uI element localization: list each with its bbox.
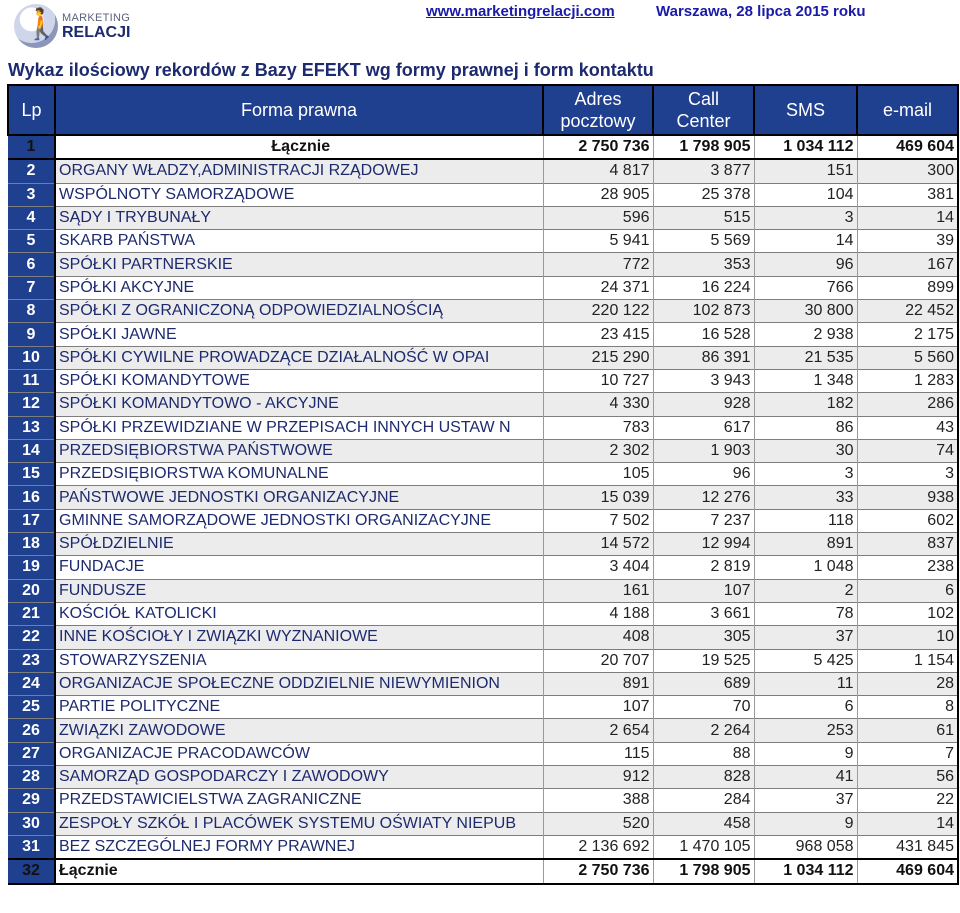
table-row [8,649,958,672]
cell-email: 28 [857,672,958,695]
column-header-forma-prawna: Forma prawna [55,85,543,135]
cell-sms: 968 058 [754,835,857,859]
cell-call-center: 19 525 [653,649,754,672]
cell-sms: 37 [754,789,857,812]
table-row [8,835,958,859]
cell-sms: 1 048 [754,556,857,579]
cell-adres-pocztowy: 912 [543,766,653,789]
table-row [8,300,958,323]
cell-adres-pocztowy: 520 [543,812,653,835]
cell-adres-pocztowy: 2 302 [543,439,653,462]
cell-adres-pocztowy: 4 817 [543,159,653,183]
table-body [8,135,958,884]
cell-lp: 1 [8,135,55,159]
cell-email: 286 [857,393,958,416]
table-row [8,439,958,462]
table-header-row [8,85,958,135]
cell-email: 3 [857,463,958,486]
cell-email: 14 [857,812,958,835]
table-row [8,183,958,206]
cell-adres-pocztowy: 772 [543,253,653,276]
cell-call-center: 353 [653,253,754,276]
cell-forma-prawna: SPÓŁKI CYWILNE PROWADZĄCE DZIAŁALNOŚĆ W OPAI [55,346,543,369]
cell-forma-prawna: PRZEDSIĘBIORSTWA KOMUNALNE [55,463,543,486]
table-row [8,486,958,509]
cell-adres-pocztowy: 2 750 736 [543,859,653,883]
cell-call-center: 1 903 [653,439,754,462]
cell-adres-pocztowy: 408 [543,626,653,649]
cell-lp: 18 [8,533,55,556]
cell-email: 469 604 [857,135,958,159]
cell-call-center: 1 798 905 [653,859,754,883]
column-header-email: e-mail [857,85,958,135]
cell-forma-prawna: Łącznie [55,135,543,159]
cell-forma-prawna: WSPÓLNOTY SAMORZĄDOWE [55,183,543,206]
cell-adres-pocztowy: 2 750 736 [543,135,653,159]
cell-forma-prawna: STOWARZYSZENIA [55,649,543,672]
cell-call-center: 12 276 [653,486,754,509]
cell-lp: 19 [8,556,55,579]
column-header-sms: SMS [754,85,857,135]
cell-lp: 30 [8,812,55,835]
cell-call-center: 928 [653,393,754,416]
logo-line1: MARKETING [62,12,131,24]
document-date: Warszawa, 28 lipca 2015 roku [656,3,866,20]
table-row [8,253,958,276]
cell-sms: 14 [754,230,857,253]
table-row [8,672,958,695]
cell-call-center: 3 877 [653,159,754,183]
cell-email: 381 [857,183,958,206]
cell-forma-prawna: PRZEDSTAWICIELSTWA ZAGRANICZNE [55,789,543,812]
column-header-call-center [653,85,754,135]
cell-email: 837 [857,533,958,556]
cell-forma-prawna: PAŃSTWOWE JEDNOSTKI ORGANIZACYJNE [55,486,543,509]
table-row [8,206,958,229]
cell-sms: 21 535 [754,346,857,369]
cell-lp: 16 [8,486,55,509]
cell-call-center: 5 569 [653,230,754,253]
website-link[interactable]: www.marketingrelacji.com [426,3,615,20]
table-row [8,509,958,532]
cell-lp: 6 [8,253,55,276]
cell-adres-pocztowy: 14 572 [543,533,653,556]
cell-email: 22 452 [857,300,958,323]
table-row [8,789,958,812]
cell-call-center: 284 [653,789,754,812]
cell-email: 56 [857,766,958,789]
cell-adres-pocztowy: 15 039 [543,486,653,509]
cell-forma-prawna: ORGANY WŁADZY,ADMINISTRACJI RZĄDOWEJ [55,159,543,183]
cell-forma-prawna: ZESPOŁY SZKÓŁ I PLACÓWEK SYSTEMU OŚWIATY NIEPUB [55,812,543,835]
cell-lp: 29 [8,789,55,812]
cell-forma-prawna: SPÓŁKI KOMANDYTOWO - AKCYJNE [55,393,543,416]
cell-forma-prawna: FUNDUSZE [55,579,543,602]
cell-adres-pocztowy: 7 502 [543,509,653,532]
cell-call-center: 3 661 [653,602,754,625]
cell-call-center: 16 528 [653,323,754,346]
cell-forma-prawna: SAMORZĄD GOSPODARCZY I ZAWODOWY [55,766,543,789]
cell-sms: 104 [754,183,857,206]
cell-adres-pocztowy: 161 [543,579,653,602]
cell-lp: 3 [8,183,55,206]
cell-lp: 2 [8,159,55,183]
cell-call-center: 16 224 [653,276,754,299]
cell-email: 6 [857,579,958,602]
cell-email: 469 604 [857,859,958,883]
cell-lp: 12 [8,393,55,416]
cell-sms: 2 938 [754,323,857,346]
cell-forma-prawna: PRZEDSIĘBIORSTWA PAŃSTWOWE [55,439,543,462]
logo-figure-icon: 🚶 [23,8,61,41]
cell-call-center: 25 378 [653,183,754,206]
cell-adres-pocztowy: 28 905 [543,183,653,206]
cell-call-center: 12 994 [653,533,754,556]
cell-adres-pocztowy: 891 [543,672,653,695]
cell-sms: 2 [754,579,857,602]
table-row [8,626,958,649]
cell-forma-prawna: GMINNE SAMORZĄDOWE JEDNOSTKI ORGANIZACYJNE [55,509,543,532]
cell-call-center: 305 [653,626,754,649]
table-row [8,416,958,439]
marketing-relacji-logo[interactable] [14,4,131,54]
cell-email: 167 [857,253,958,276]
cell-forma-prawna: ZWIĄZKI ZAWODOWE [55,719,543,742]
column-header-call-line2: Center [676,111,731,131]
cell-email: 431 845 [857,835,958,859]
cell-adres-pocztowy: 596 [543,206,653,229]
cell-email: 7 [857,742,958,765]
cell-sms: 182 [754,393,857,416]
table-row [8,230,958,253]
cell-lp: 28 [8,766,55,789]
cell-sms: 9 [754,812,857,835]
cell-forma-prawna: FUNDACJE [55,556,543,579]
cell-sms: 6 [754,696,857,719]
cell-call-center: 70 [653,696,754,719]
cell-sms: 1 348 [754,369,857,392]
cell-email: 1 154 [857,649,958,672]
cell-adres-pocztowy: 4 330 [543,393,653,416]
cell-adres-pocztowy: 3 404 [543,556,653,579]
cell-adres-pocztowy: 2 654 [543,719,653,742]
cell-adres-pocztowy: 10 727 [543,369,653,392]
cell-adres-pocztowy: 4 188 [543,602,653,625]
cell-lp: 13 [8,416,55,439]
table-row [8,369,958,392]
cell-lp: 8 [8,300,55,323]
table-row [8,276,958,299]
cell-adres-pocztowy: 388 [543,789,653,812]
cell-email: 22 [857,789,958,812]
cell-adres-pocztowy: 783 [543,416,653,439]
cell-lp: 25 [8,696,55,719]
cell-lp: 22 [8,626,55,649]
cell-lp: 5 [8,230,55,253]
cell-sms: 37 [754,626,857,649]
column-header-adres [543,85,653,135]
table-row [8,602,958,625]
column-header-call-line1: Call [687,89,719,109]
table-row [8,579,958,602]
cell-adres-pocztowy: 5 941 [543,230,653,253]
cell-lp: 17 [8,509,55,532]
cell-email: 10 [857,626,958,649]
cell-lp: 10 [8,346,55,369]
cell-adres-pocztowy: 24 371 [543,276,653,299]
cell-sms: 86 [754,416,857,439]
cell-sms: 118 [754,509,857,532]
cell-sms: 30 800 [754,300,857,323]
cell-sms: 151 [754,159,857,183]
table-row [8,533,958,556]
cell-email: 74 [857,439,958,462]
cell-call-center: 86 391 [653,346,754,369]
cell-adres-pocztowy: 105 [543,463,653,486]
cell-forma-prawna: SPÓŁKI Z OGRANICZONĄ ODPOWIEDZIALNOŚCIĄ [55,300,543,323]
table-row [8,393,958,416]
cell-adres-pocztowy: 23 415 [543,323,653,346]
table-row [8,159,958,183]
cell-call-center: 458 [653,812,754,835]
cell-forma-prawna: INNE KOŚCIOŁY I ZWIĄZKI WYZNANIOWE [55,626,543,649]
cell-lp: 14 [8,439,55,462]
cell-sms: 1 034 112 [754,135,857,159]
cell-lp: 32 [8,859,55,883]
cell-forma-prawna: KOŚCIÓŁ KATOLICKI [55,602,543,625]
cell-call-center: 515 [653,206,754,229]
cell-lp: 4 [8,206,55,229]
table-row [8,346,958,369]
cell-sms: 1 034 112 [754,859,857,883]
cell-forma-prawna: SĄDY I TRYBUNAŁY [55,206,543,229]
cell-lp: 21 [8,602,55,625]
cell-adres-pocztowy: 20 707 [543,649,653,672]
cell-sms: 33 [754,486,857,509]
cell-forma-prawna: SPÓŁKI PARTNERSKIE [55,253,543,276]
cell-sms: 78 [754,602,857,625]
logo-line2: RELACJI [62,24,131,41]
cell-email: 39 [857,230,958,253]
cell-sms: 766 [754,276,857,299]
cell-sms: 30 [754,439,857,462]
column-header-adres-line2: pocztowy [560,111,636,131]
cell-email: 899 [857,276,958,299]
cell-lp: 23 [8,649,55,672]
cell-lp: 15 [8,463,55,486]
cell-call-center: 1 798 905 [653,135,754,159]
cell-lp: 24 [8,672,55,695]
cell-email: 14 [857,206,958,229]
cell-email: 602 [857,509,958,532]
cell-lp: 9 [8,323,55,346]
cell-sms: 11 [754,672,857,695]
cell-sms: 5 425 [754,649,857,672]
table-row [8,742,958,765]
cell-lp: 11 [8,369,55,392]
cell-sms: 891 [754,533,857,556]
cell-call-center: 2 264 [653,719,754,742]
cell-email: 61 [857,719,958,742]
cell-email: 43 [857,416,958,439]
cell-lp: 27 [8,742,55,765]
table-row [8,719,958,742]
table-row [8,135,958,159]
cell-forma-prawna: SPÓŁKI AKCYJNE [55,276,543,299]
cell-forma-prawna: SPÓŁKI KOMANDYTOWE [55,369,543,392]
cell-email: 102 [857,602,958,625]
cell-call-center: 689 [653,672,754,695]
cell-adres-pocztowy: 220 122 [543,300,653,323]
cell-sms: 253 [754,719,857,742]
cell-forma-prawna: SPÓŁKI PRZEWIDZIANE W PRZEPISACH INNYCH USTAW N [55,416,543,439]
table-row [8,696,958,719]
cell-adres-pocztowy: 2 136 692 [543,835,653,859]
cell-email: 238 [857,556,958,579]
table-row [8,766,958,789]
cell-call-center: 3 943 [653,369,754,392]
cell-email: 938 [857,486,958,509]
cell-email: 2 175 [857,323,958,346]
cell-call-center: 107 [653,579,754,602]
table-row [8,556,958,579]
cell-email: 8 [857,696,958,719]
cell-adres-pocztowy: 107 [543,696,653,719]
table-row [8,323,958,346]
cell-email: 300 [857,159,958,183]
cell-email: 1 283 [857,369,958,392]
cell-call-center: 7 237 [653,509,754,532]
cell-call-center: 2 819 [653,556,754,579]
top-bar [0,0,960,58]
table-row [8,812,958,835]
table-row [8,859,958,883]
cell-call-center: 828 [653,766,754,789]
cell-forma-prawna: SKARB PAŃSTWA [55,230,543,253]
cell-call-center: 1 470 105 [653,835,754,859]
column-header-lp: Lp [8,85,55,135]
cell-lp: 20 [8,579,55,602]
cell-call-center: 102 873 [653,300,754,323]
cell-lp: 31 [8,835,55,859]
cell-lp: 7 [8,276,55,299]
column-header-adres-line1: Adres [574,89,622,109]
page-title: Wykaz ilościowy rekordów z Bazy EFEKT wg formy prawnej i form kontaktu [8,60,654,80]
cell-adres-pocztowy: 215 290 [543,346,653,369]
cell-sms: 3 [754,206,857,229]
cell-forma-prawna: ORGANIZACJE SPOŁECZNE ODDZIELNIE NIEWYMIENION [55,672,543,695]
cell-call-center: 88 [653,742,754,765]
cell-lp: 26 [8,719,55,742]
cell-forma-prawna: ORGANIZACJE PRACODAWCÓW [55,742,543,765]
cell-email: 5 560 [857,346,958,369]
cell-sms: 3 [754,463,857,486]
cell-forma-prawna: Łącznie [55,859,543,883]
cell-call-center: 96 [653,463,754,486]
cell-call-center: 617 [653,416,754,439]
cell-adres-pocztowy: 115 [543,742,653,765]
cell-sms: 41 [754,766,857,789]
cell-forma-prawna: BEZ SZCZEGÓLNEJ FORMY PRAWNEJ [55,835,543,859]
table-row [8,463,958,486]
records-table [7,84,959,885]
cell-forma-prawna: SPÓŁKI JAWNE [55,323,543,346]
cell-forma-prawna: SPÓŁDZIELNIE [55,533,543,556]
cell-forma-prawna: PARTIE POLITYCZNE [55,696,543,719]
cell-sms: 9 [754,742,857,765]
cell-sms: 96 [754,253,857,276]
